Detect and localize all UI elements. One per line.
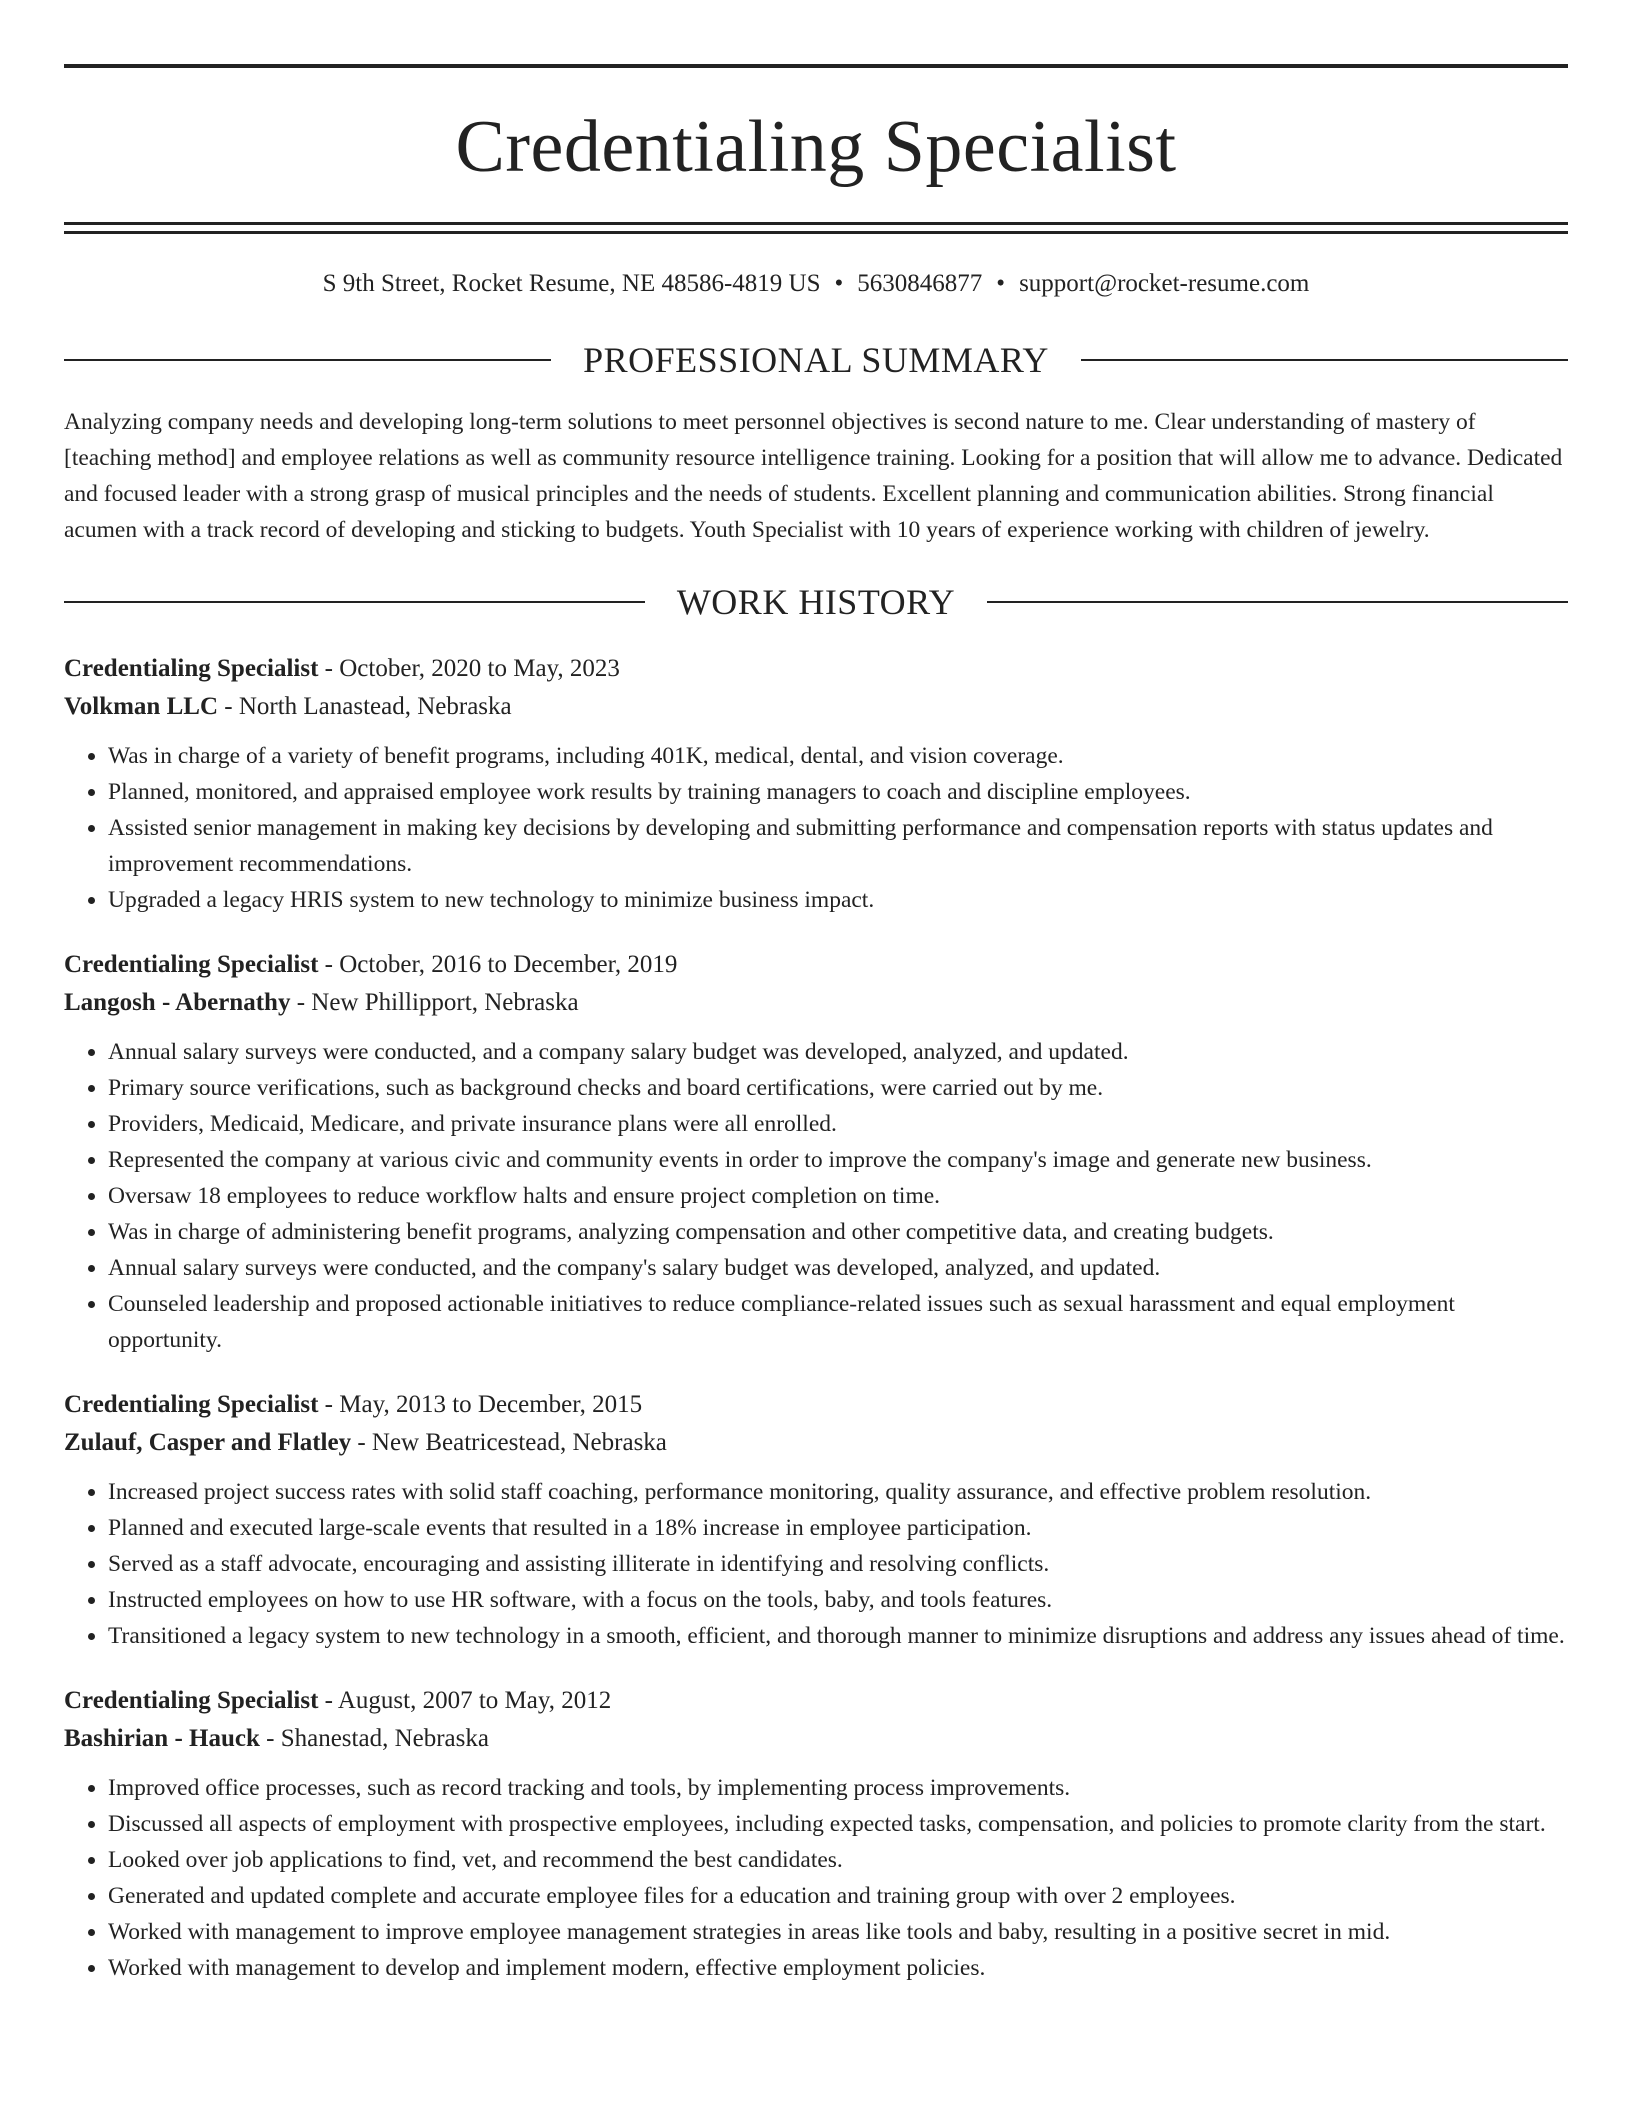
job-bullet-list [64,738,1568,918]
job-bullet: • Represented the company at various civic and community events in order to improve the company's image and generate new business. [108,1142,1568,1178]
job-bullet: • Was in charge of a variety of benefit programs, including 401K, medical, dental, and vision coverage. [108,738,1568,774]
job-location: - Shanestad, Nebraska [259,1725,489,1752]
contact-separator: • [996,270,1006,297]
job-title: Credentialing Specialist [64,1391,319,1418]
job-bullet: • Generated and updated complete and accurate employee files for a education and training group with over 2 employees. [108,1878,1568,1914]
job-bullet: • Annual salary surveys were conducted, and a company salary budget was developed, analyzed, and updated. [108,1034,1568,1070]
job-bullet-list [64,1034,1568,1358]
summary-text: Analyzing company needs and developing long-term solutions to meet personnel objectives is second nature to me. Clear understanding of mastery of [teaching method] and employee relations as well as community resource intelligence training. Looking for a position that will allow me to advance. Dedicated and focused leader with a strong grasp of musical principles and the needs of students. Excellent planning and communication abilities. Strong financial acumen with a track record of developing and sticking to budgets. Youth Specialist with 10 years of experience working with children of jewelry. [64,409,1563,543]
contact-phone: 5630846877 [857,270,983,297]
job-bullet: • Planned, monitored, and appraised employee work results by training managers to coach and discipline employees. [108,774,1568,810]
job-bullet: • Discussed all aspects of employment with prospective employees, including expected tasks, compensation, and policies to promote clarity from the start. [108,1806,1568,1842]
job-bullet-list [64,1770,1568,1986]
contact-email: support@rocket-resume.com [1019,270,1310,297]
section-rule-right [987,601,1568,603]
job-bullet: • Annual salary surveys were conducted, and the company's salary budget was developed, analyzed, and updated. [108,1250,1568,1286]
top-rule [64,64,1568,68]
job-bullet: • Increased project success rates with solid staff coaching, performance monitoring, quality assurance, and effective problem resolution. [108,1474,1568,1510]
job-bullet: • Planned and executed large-scale events that resulted in a 18% increase in employee participation. [108,1510,1568,1546]
job-title: Credentialing Specialist [64,655,319,682]
job-bullet: • Served as a staff advocate, encouraging and assisting illiterate in identifying and resolving conflicts. [108,1546,1568,1582]
job-location: - New Beatricestead, Nebraska [351,1429,667,1456]
contact-separator: • [834,270,844,297]
job-bullet: • Transitioned a legacy system to new technology in a smooth, efficient, and thorough manner to minimize disruptions and address any issues ahead of time. [108,1618,1568,1654]
job-company-line [64,688,1568,726]
job-dates: - May, 2013 to December, 2015 [318,1391,643,1418]
job-entry [64,650,1568,918]
job-bullet: • Instructed employees on how to use HR software, with a focus on the tools, baby, and tools features. [108,1582,1568,1618]
job-title-line [64,946,1568,984]
job-bullet: • Worked with management to develop and implement modern, effective employment policies. [108,1950,1568,1986]
job-company: Volkman LLC [64,693,218,720]
page-title: Credentialing Specialist [455,106,1177,188]
job-entry [64,1682,1568,1986]
section-rule-left [64,359,551,361]
contact-line [64,268,1568,300]
job-company: Langosh - Abernathy [64,989,291,1016]
resume-page [64,64,1568,1986]
job-entry [64,1386,1568,1654]
title-double-rule [64,222,1568,234]
job-bullet: • Looked over job applications to find, vet, and recommend the best candidates. [108,1842,1568,1878]
work-history-list [64,650,1568,1986]
job-bullet: • Counseled leadership and proposed actionable initiatives to reduce compliance-related issues such as sexual harassment and equal employment opportunity. [108,1286,1568,1358]
section-rule-right [1081,359,1568,361]
summary-section-heading [64,338,1568,382]
job-title: Credentialing Specialist [64,951,319,978]
job-location: - North Lanastead, Nebraska [218,693,512,720]
job-bullet-list [64,1474,1568,1654]
job-company: Zulauf, Casper and Flatley [64,1429,352,1456]
job-bullet: • Upgraded a legacy HRIS system to new technology to minimize business impact. [108,882,1568,918]
job-location: - New Phillipport, Nebraska [290,989,579,1016]
job-title-line [64,1386,1568,1424]
job-dates: - August, 2007 to May, 2012 [318,1687,612,1714]
work-heading-label: WORK HISTORY [676,582,956,622]
job-dates: - October, 2020 to May, 2023 [318,655,620,682]
job-bullet: • Worked with management to improve employee management strategies in areas like tools and baby, resulting in a positive secret in mid. [108,1914,1568,1950]
job-bullet: • Primary source verifications, such as background checks and board certifications, were carried out by me. [108,1070,1568,1106]
job-company-line [64,1424,1568,1462]
contact-address: S 9th Street, Rocket Resume, NE 48586-4819 US [322,270,821,297]
job-dates: - October, 2016 to December, 2019 [318,951,678,978]
job-company-line [64,1720,1568,1758]
job-bullet: • Providers, Medicaid, Medicare, and private insurance plans were all enrolled. [108,1106,1568,1142]
job-title-line [64,1682,1568,1720]
job-bullet: • Improved office processes, such as record tracking and tools, by implementing process improvements. [108,1770,1568,1806]
summary-heading-label: PROFESSIONAL SUMMARY [583,340,1049,380]
job-bullet: • Assisted senior management in making key decisions by developing and submitting performance and compensation reports with status updates and improvement recommendations. [108,810,1568,882]
job-bullet: • Oversaw 18 employees to reduce workflow halts and ensure project completion on time. [108,1178,1568,1214]
job-company: Bashirian - Hauck [64,1725,260,1752]
job-bullet: • Was in charge of administering benefit programs, analyzing compensation and other competitive data, and creating budgets. [108,1214,1568,1250]
job-title: Credentialing Specialist [64,1687,319,1714]
job-company-line [64,984,1568,1022]
job-entry [64,946,1568,1358]
section-rule-left [64,601,645,603]
work-section-heading [64,580,1568,624]
job-title-line [64,650,1568,688]
